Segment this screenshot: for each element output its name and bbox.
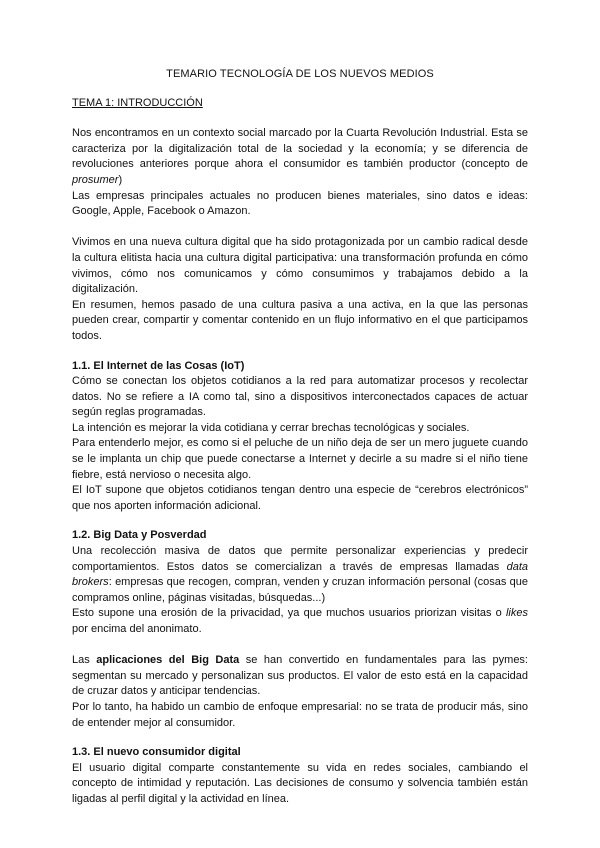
intro-paragraph-3: Vivimos en una nueva cultura digital que ha sido protagonizada por un cambio radical desde la cultura elitista hacia una cultura digital participativa: una transformación profunda en cómo vivimos, cómo nos comunicamos y cómo consumimos y trabajamos debido a la digitalización. [72,236,528,296]
prosumer-term: prosumer [72,173,119,186]
intro-paragraph-1: Nos encontramos en un contexto social marcado por la Cuarta Revolución Industrial. Esta se caracteriza por la digitalización total de la sociedad y la economía; y se diferencia de revoluciones anteriores porque ahora el consumidor es también productor (concepto de prosumer) [72,127,528,186]
iot-paragraph-2: La intención es mejorar la vida cotidiana y cerrar brechas tecnológicas y sociales. [72,421,470,434]
big-data-paragraph-2: Esto supone una erosión de la privacidad, ya que muchos usuarios priorizan visitas o likes por encima del anonimato. [72,607,528,635]
iot-paragraph-3: Para entenderlo mejor, es como si el peluche de un niño deja de ser un mero juguete cuando se le implanta un chip que puede conectarse a Internet y decirle a su madre si el niño tiene fiebre, está nervioso o necesita algo. [72,437,528,481]
big-data-paragraph-1: Una recolección masiva de datos que permite personalizar experiencias y predecir comportamientos. Estos datos se comercializan a través de empresas llamadas data brokers: empresas que recogen, compran, venden y cruzan información personal (cosas que compramos online, páginas visitadas, búsquedas...) [72,545,528,604]
big-data-paragraph-4: Por lo tanto, ha habido un cambio de enfoque empresarial: no se trata de producir más, sino de entender mejor al consumidor. [72,700,528,729]
document-title: TEMARIO TECNOLOGÍA DE LOS NUEVOS MEDIOS [166,68,434,80]
chapter-heading: TEMA 1: INTRODUCCIÓN [72,96,203,109]
iot-paragraph-4: El IoT supone que objetos cotidianos tengan dentro una especie de “cerebros electrónicos” que nos aporten información adicional. [72,484,528,512]
section-heading-big-data: 1.2. Big Data y Posverdad [72,529,207,542]
big-data-paragraph-3: Las aplicaciones del Big Data se han convertido en fundamentales para las pymes: segmentan su mercado y personalizan sus productos. El valor de esto está en la capacidad de cruzar datos y anticipar tendencias. [72,654,528,698]
section-heading-iot: 1.1. El Internet de las Cosas (IoT) [72,359,245,372]
data-brokers-term: data brokers [72,560,528,589]
intro-paragraph-4: En resumen, hemos pasado de una cultura pasiva a una activa, en la que las personas pueden crear, compartir y comentar contenido en un flujo informativo en el que participamos todos. [72,298,528,342]
likes-term: likes [505,607,528,620]
document-page [72,67,528,808]
intro-paragraph-2: Las empresas principales actuales no producen bienes materiales, sino datos e ideas: Google, Apple, Facebook o Amazon. [72,189,528,218]
iot-paragraph-1: Cómo se conectan los objetos cotidianos a la red para automatizar procesos y recolectar datos. No se refiere a IA como tal, sino a dispositivos interconectados capaces de actuar según reglas programadas. [72,375,528,419]
consumer-paragraph-1: El usuario digital comparte constantemente su vida en redes sociales, cambiando el concepto de intimidad y reputación. Las decisiones de consumo y solvencia también están ligadas al perfil digital y la actividad en línea. [72,761,528,805]
section-heading-consumer: 1.3. El nuevo consumidor digital [72,746,241,759]
big-data-apps-term: aplicaciones del Big Data [96,654,240,667]
